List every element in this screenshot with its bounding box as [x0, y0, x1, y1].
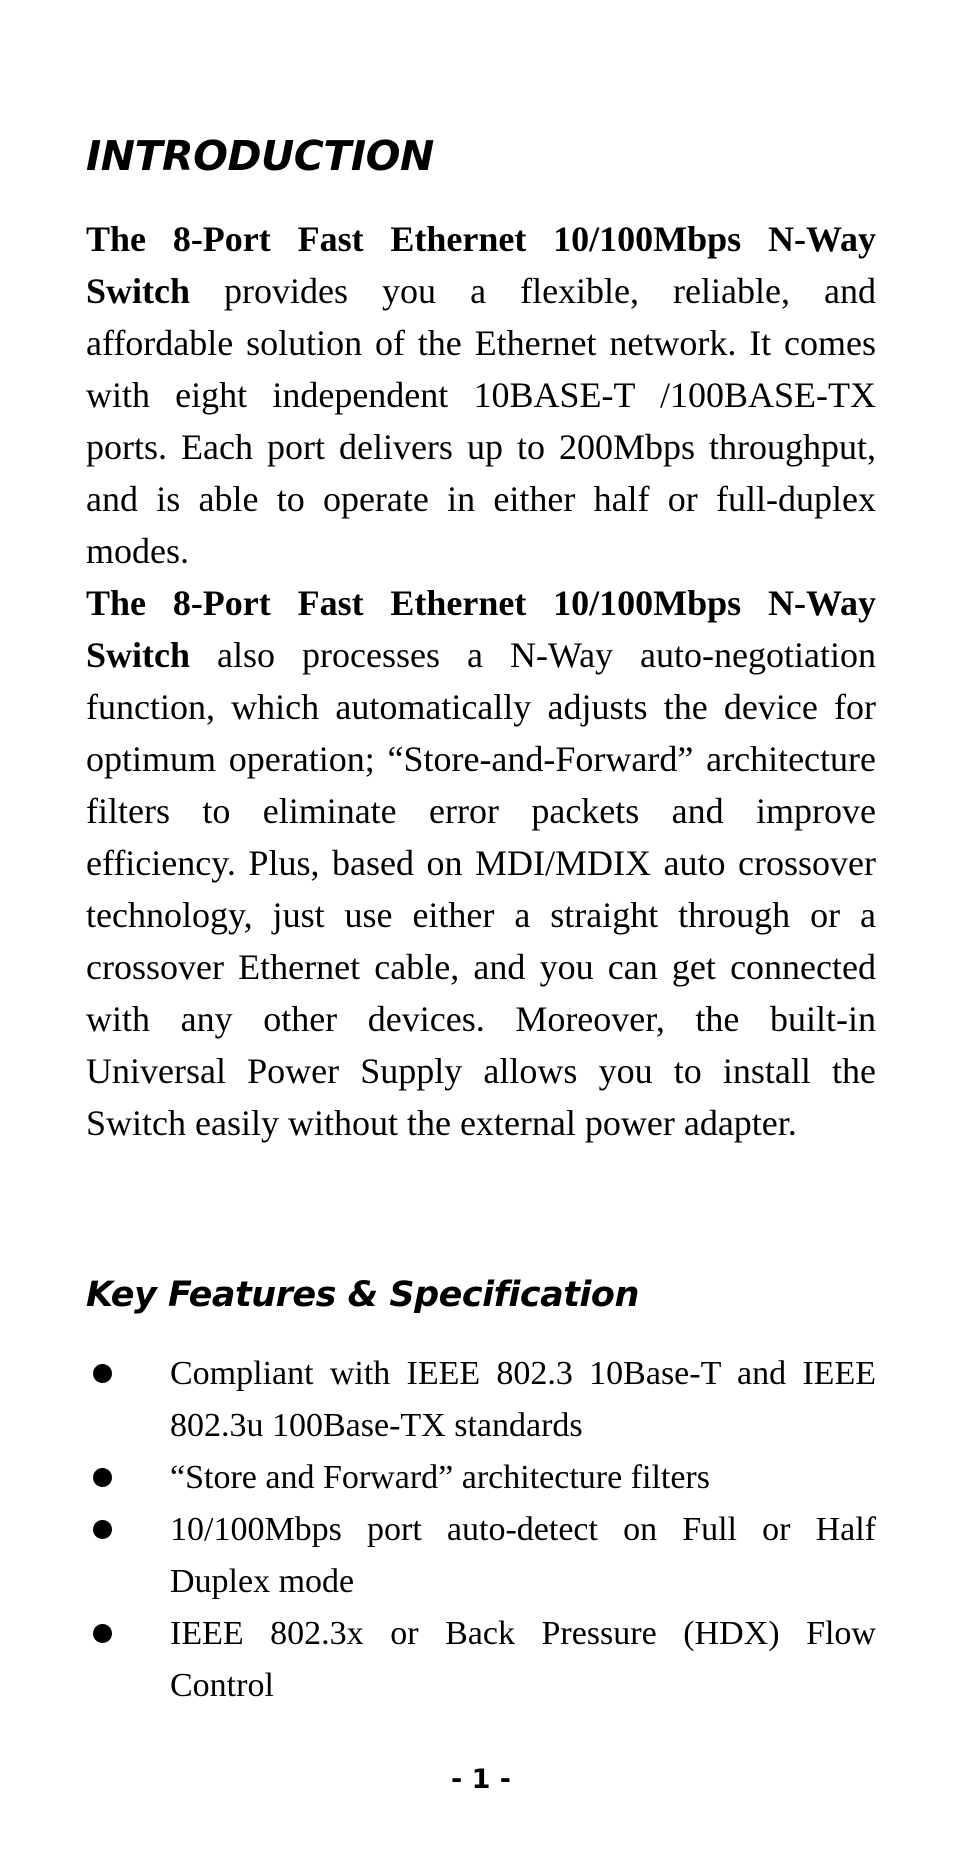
feature-text: Compliant with IEEE 802.3 10Base-T and IEEE 802.3u 100Base-TX standards: [170, 1355, 876, 1444]
bullet-icon: [93, 1520, 112, 1539]
list-item: [86, 1452, 876, 1504]
bullet-icon: [93, 1364, 112, 1383]
page-number: - 1 -: [451, 1764, 511, 1795]
intro-paragraph-1: [86, 213, 876, 577]
features-list: [86, 1348, 876, 1712]
list-item: [86, 1504, 876, 1608]
list-item: [86, 1348, 876, 1452]
intro-paragraph-2: [86, 577, 876, 1149]
introduction-heading: INTRODUCTION: [86, 132, 434, 180]
intro-paragraph-1-text: provides you a flexible, reliable, and affordable solution of the Ethernet network. It comes with eight independent 10BASE-T /100BASE-TX ports. Each port delivers up to 200Mbps throughput, and is able to operate in either half or full-duplex modes.: [86, 271, 876, 571]
feature-text: “Store and Forward” architecture filters: [170, 1459, 710, 1496]
key-features-heading: Key Features & Specification: [86, 1275, 639, 1315]
list-item: [86, 1608, 876, 1712]
intro-paragraph-2-text: also processes a N-Way auto-negotiation function, which automatically adjusts the device for optimum operation; “Store-and-Forward” architecture filters to eliminate error packets and improve efficiency. Plus, based on MDI/MDIX auto crossover technology, just use either a straight through or a crossover Ethernet cable, and you can get connected with any other devices. Moreover, the built-in Universal Power Supply allows you to install the Switch easily without the external power adapter.: [86, 635, 876, 1143]
product-name-bold: The 8-Port Fast Ethernet 10/100Mbps N-Way Switch: [86, 583, 876, 675]
feature-text: IEEE 802.3x or Back Pressure (HDX) Flow Control: [170, 1615, 876, 1704]
bullet-icon: [93, 1624, 112, 1643]
feature-text: 10/100Mbps port auto-detect on Full or Half Duplex mode: [170, 1511, 876, 1600]
product-name-bold: The 8-Port Fast Ethernet 10/100Mbps N-Way Switch: [86, 219, 876, 311]
bullet-icon: [93, 1468, 112, 1487]
